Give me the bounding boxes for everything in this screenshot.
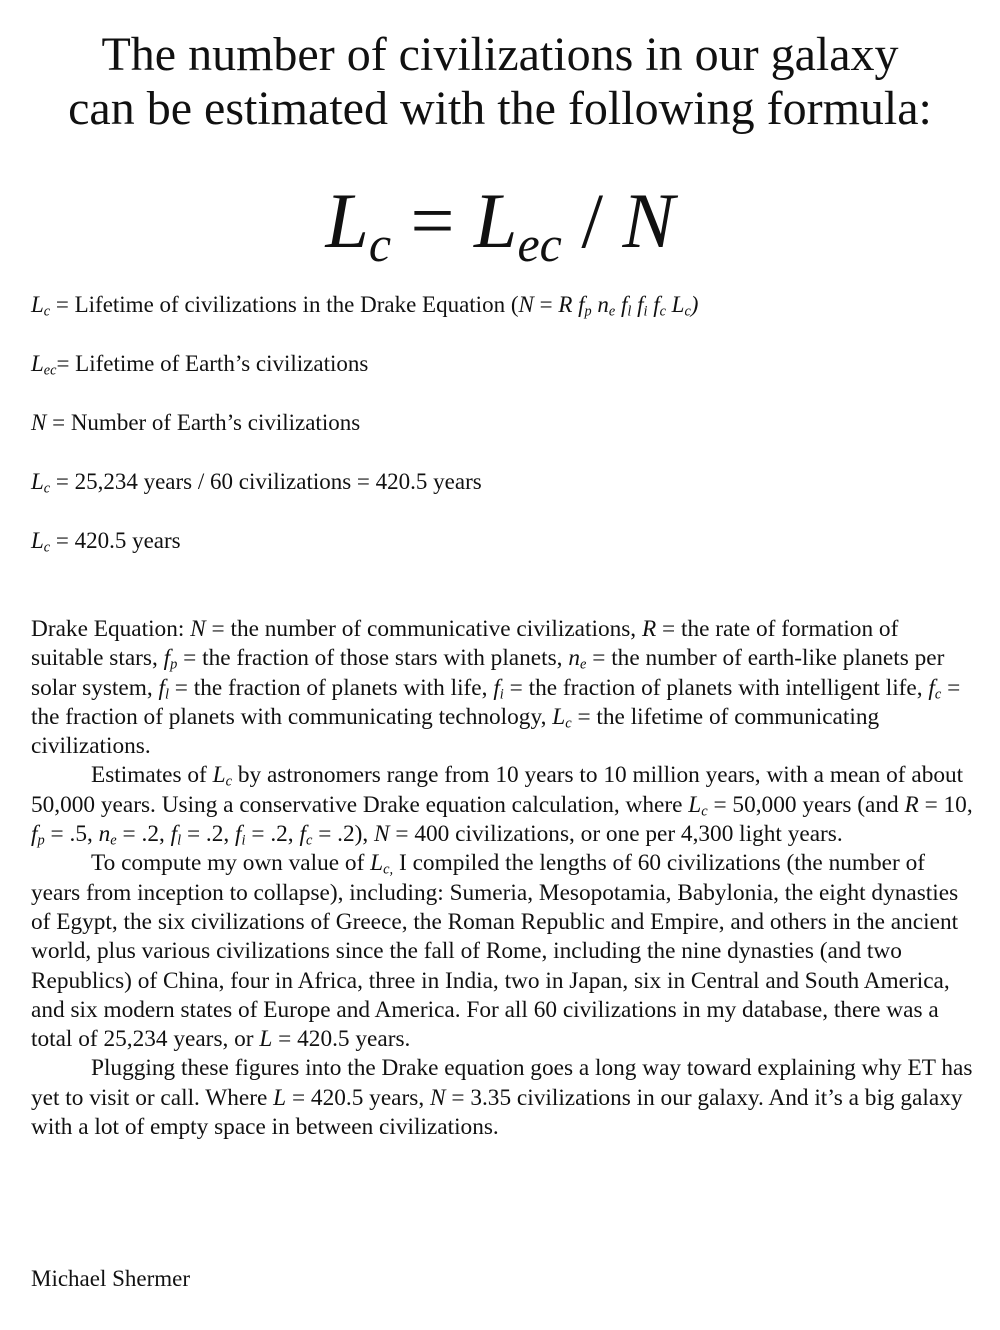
subscript-text: c <box>934 686 942 703</box>
main-formula <box>0 176 1000 272</box>
text-run: = 10, <box>918 791 973 818</box>
text-run: = 400 civilizations, or one per 4,300 light years. <box>389 821 843 848</box>
italic-variable: f <box>170 821 178 848</box>
definition-line <box>31 467 482 497</box>
text-run: = the rate of formation of suitable stars, <box>31 616 899 672</box>
text-run: = .2, <box>116 821 171 848</box>
text-run: = 25,234 years / 60 civilizations = 420.5 years <box>50 469 482 494</box>
text-run: by astronomers range from 10 years to 10 million years, with a mean of about 50,000 years. Using a conservative Drake equation calculation, where <box>31 762 964 818</box>
italic-variable: f <box>928 674 935 701</box>
text-run: = .2, <box>245 821 300 848</box>
subscript-text: c, <box>383 861 394 878</box>
subscript-text: p <box>584 303 592 320</box>
paragraph-estimates <box>31 761 976 849</box>
text-run: = Lifetime of civilizations in the Drake Equation ( <box>50 292 519 317</box>
text-run: = the fraction of those stars with planets, <box>177 645 569 672</box>
text-run: = 420.5 years, <box>286 1084 430 1111</box>
italic-variable: N <box>374 821 390 848</box>
formula-divide: / <box>561 177 623 264</box>
subscript-text: ec <box>43 362 57 379</box>
author-signature: Michael Shermer <box>31 1266 191 1291</box>
formula-lhs-variable: L <box>325 177 369 264</box>
text-run: = Number of Earth’s civilizations <box>46 410 361 435</box>
subscript-text: i <box>499 686 504 703</box>
italic-variable: f <box>235 821 242 848</box>
italic-variable: R <box>904 791 919 818</box>
text-run: Plugging these figures into the Drake equation goes a long way toward explaining why ET has yet to visit or call. Where <box>31 1055 973 1111</box>
paragraph-computation <box>31 849 976 1054</box>
italic-variable: N <box>429 1084 446 1111</box>
text-run: = the fraction of planets with life, <box>168 674 494 701</box>
subscript-text: l <box>177 832 182 849</box>
italic-variable: L <box>259 1026 273 1053</box>
text-run: Estimates of <box>91 762 213 789</box>
formula-rhs-subscript: ec <box>517 216 562 272</box>
subscript-text: c <box>43 303 51 320</box>
subscript-text: l <box>164 686 169 703</box>
subscript-text: c <box>684 303 691 320</box>
subscript-text: c <box>225 774 233 791</box>
formula-rhs-variable: L <box>474 177 518 264</box>
italic-variable: n <box>591 292 609 317</box>
text-run: = Lifetime of Earth’s civilizations <box>56 351 369 376</box>
text-run: = the lifetime of communicating civilizations. <box>31 703 880 760</box>
italic-variable: L <box>370 850 384 877</box>
subscript-text: c <box>701 803 708 820</box>
subscript-text: p <box>170 656 178 673</box>
subscript-text: e <box>608 303 616 320</box>
subscript-text: e <box>579 656 587 673</box>
subscript-text: i <box>241 832 246 849</box>
italic-variable: f <box>631 292 644 317</box>
italic-variable: L <box>31 351 44 376</box>
italic-variable: f <box>647 292 660 317</box>
text-run: = 3.35 civilizations in our galaxy. And it’s a big galaxy with a lot of empty space in between civilizations. <box>31 1084 963 1141</box>
subscript-text: c <box>43 539 51 556</box>
text-run: = .2), <box>312 821 375 848</box>
text-run: = the number of earth-like planets per solar system, <box>31 645 945 701</box>
body-text <box>31 615 976 1142</box>
title-line-1: The number of civilizations in our galaxy <box>101 28 899 81</box>
italic-variable: L <box>273 1084 287 1111</box>
formula-equals: = <box>391 177 475 264</box>
italic-variable: f <box>31 821 38 848</box>
definition-line <box>31 526 181 556</box>
text-run: = 50,000 years (and <box>707 791 905 818</box>
italic-variable: L <box>31 292 44 317</box>
paragraph-conclusion <box>31 1054 976 1142</box>
italic-variable: L <box>552 703 566 730</box>
subscript-text: c <box>305 832 313 849</box>
italic-variable: R f <box>558 292 585 317</box>
italic-variable: n <box>98 821 111 848</box>
text-run: = the fraction of planets with communicating technology, <box>31 674 961 730</box>
text-run: = 420.5 years. <box>272 1026 411 1053</box>
text-run: Drake Equation: <box>31 616 191 642</box>
italic-variable: L <box>31 469 44 494</box>
italic-variable: f <box>158 674 165 701</box>
page-title <box>0 28 1000 136</box>
title-line-2: can be estimated with the following formula: <box>68 82 932 135</box>
definition-line <box>31 408 360 438</box>
subscript-text: p <box>37 832 45 849</box>
italic-variable: f <box>299 821 306 848</box>
text-run: = the fraction of planets with intelligent life, <box>503 674 929 701</box>
italic-variable: N <box>31 410 47 435</box>
formula-denominator: N <box>622 177 675 264</box>
italic-variable: R <box>641 616 657 642</box>
italic-variable: N <box>518 292 534 317</box>
italic-variable: L <box>212 762 226 789</box>
text-run: I compiled the lengths of 60 civilizations (the number of years from inception to collapse), including: Sumeria, Mesopotamia, Babylonia, the eight dynasties of Egypt, the six civilizations of Greece, the Roman Republic and Empire, and others in the ancient world, plus various civilizations since the fall of Rome, including the nine dynasties (and two Republics) of China, four in Africa, three in India, two in Japan, six in Central and South America, and six modern states of Europe and America. For all 60 civilizations in my database, there was a total of 25,234 years, or <box>31 850 959 1053</box>
definition-line <box>31 290 698 320</box>
subscript-text: i <box>643 303 648 320</box>
text-run: = 420.5 years <box>50 528 181 553</box>
subscript-text: c <box>659 303 666 320</box>
text-run: = <box>533 292 559 317</box>
italic-variable: f <box>493 674 500 701</box>
subscript-text: c <box>565 715 572 732</box>
text-run: To compute my own value of <box>91 850 371 877</box>
text-run: = .5, <box>44 821 99 848</box>
italic-variable: L <box>688 791 702 818</box>
italic-variable: ) <box>690 292 699 317</box>
formula-lhs-subscript: c <box>368 216 392 272</box>
subscript-text: l <box>627 303 632 320</box>
definition-line <box>31 349 368 379</box>
italic-variable: L <box>31 528 44 553</box>
text-run: = .2, <box>181 821 236 848</box>
italic-variable: f <box>615 292 628 317</box>
italic-variable: f <box>163 645 171 672</box>
italic-variable: N <box>190 616 206 642</box>
italic-variable: L <box>665 292 685 317</box>
text-run: = the number of communicative civilizations, <box>205 616 642 642</box>
subscript-text: e <box>110 832 117 849</box>
italic-variable: n <box>568 645 580 672</box>
subscript-text: c <box>43 480 51 497</box>
paragraph-drake-definition <box>31 615 976 761</box>
